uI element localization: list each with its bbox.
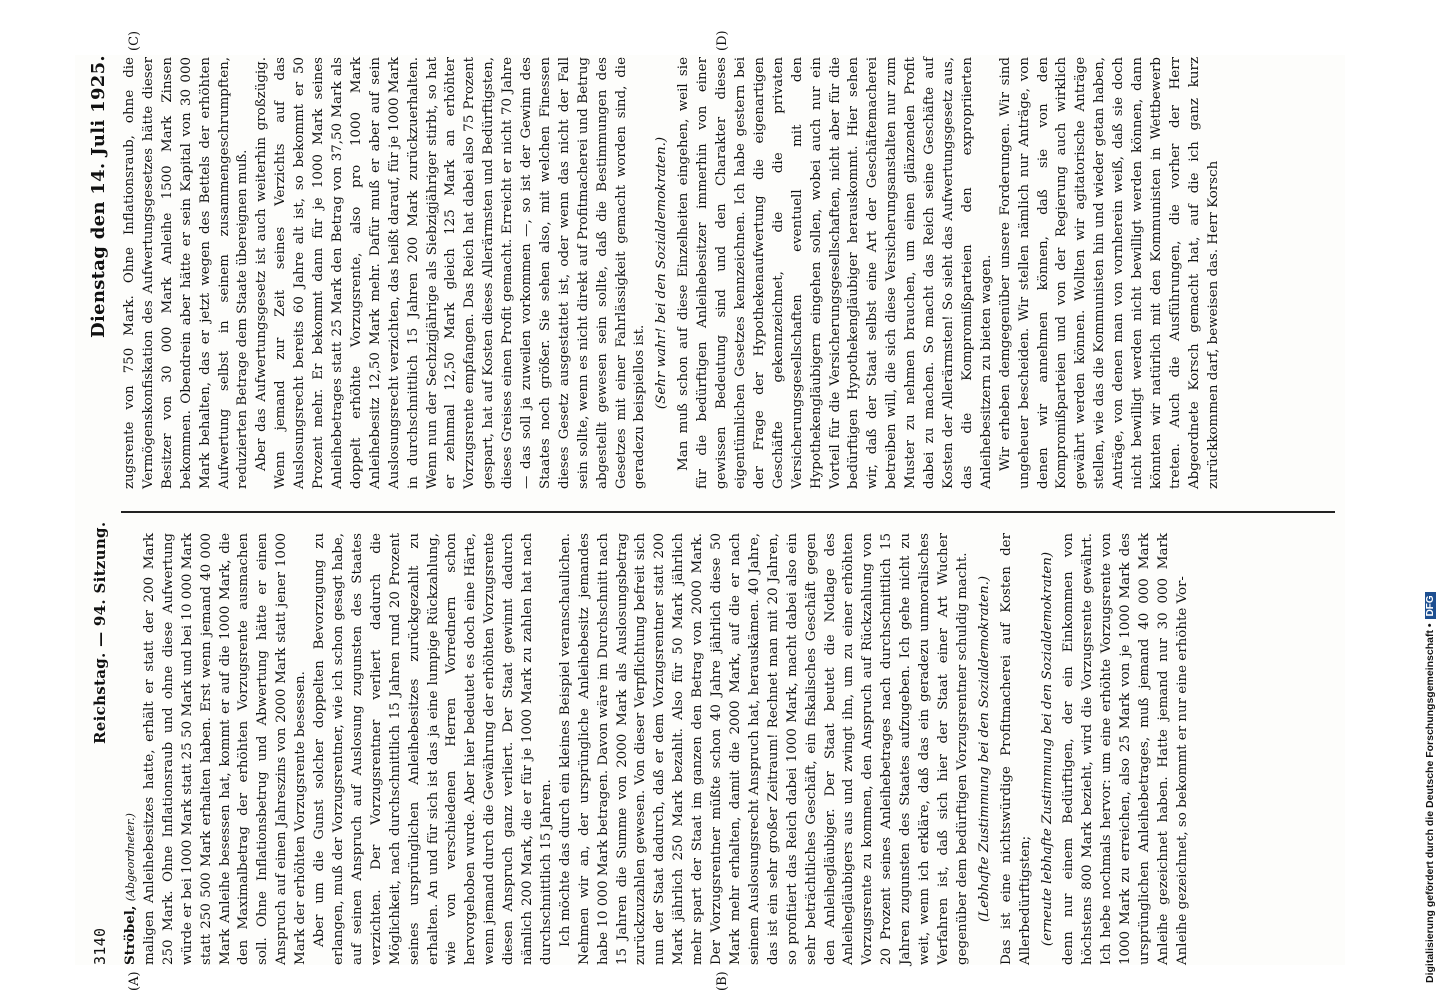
left-column — [121, 533, 1335, 965]
digitization-note — [1398, 8, 1436, 998]
speaker-line: Ströbel, (Abgeordneter.) — [122, 813, 138, 965]
speaker-name: Ströbel, — [122, 905, 138, 965]
paragraph: Man muß schon auf diese Einzelheiten eingehen, weil sie für die bedürftigen Anleihebesitzer immerhin von einer gewissen Bedeutung sind und den Charakter dieses eigentümlichen Gesetzes kennzeichnen. Ich habe gestern bei der Frage der Hypothekenaufwertung die eigenartigen Geschäfte gekennzeichnet, die die privaten Versicherungsgesellschaften eventuell mit den Hypothekengläubigern eingehen sollen, wobei auch nur ein Vorteil für die Versicherungsgesellschaften, nicht aber für die bedürftigen Hypothekengläubiger herauskommt. Hier sehen wir, daß der Staat selbst eine Art der Geschäftemacherei betreiben will, die sich diese Versicherungsanstalten nur zum Muster zu nehmen brauchen, um einen glänzenden Profit dabei zu machen. So macht das Reich seine Geschäfte auf Kosten der Allerärmsten! So sieht das Aufwertungsgesetz aus, das die Kompromißparteien den expropriierten Anleihebesitzern zu bieten wagen. — [676, 57, 994, 489]
paragraph: Ich möchte das durch ein kleines Beispiel veranschaulichen. Nehmen wir an, der ursprüngliche Anleihebesitz jemandes habe 10 000 Mark betragen. Davon wäre im Durchschnitt nach 15 Jahren die Summe von 2000 Mark als Auslosungsbetrag zurückzuzahlen gewesen. Von dieser Verpflichtung befreit sich nun der Staat dadurch, daß er dem Vorzugsrentner statt 200 Mark jährlich 250 Mark bezahlt. Also für 50 Mark jährlich mehr spart der Staat im ganzen den Betrag von 2000 Mark. Der Vorzugsrentner müßte schon 40 Jahre jährlich diese 50 Mark mehr erhalten, damit die 2000 Mark, auf die er nach seinem Auslosungsrecht Anspruch hat, herauskämen. 40 Jahre, das ist ein sehr großer Zeitraum! Rechnet man mit 20 Jahren, so profitiert das Reich dabei 1000 Mark, macht dabei also ein sehr beträchtliches Geschäft, ein fiskalisches Geschäft gegen den Anleihegläubiger. Der Staat beutet die Notlage des Anleihegläubigers aus und zwingt ihn, um zu einer erhöhten Vorzugsrente zu kommen, den Anspruch auf Rückzahlung von 20 Prozent seines Anleihebetrages nach durchschnittlich 15 Jahren zugunsten des Staates aufzugeben. Ich gehe nicht zu weit, wenn ich erkläre, daß das ein geradezu unmoralisches Verfahren ist, daß sich hier der Staat einer Art Wucher gegenüber dem bedürftigen Vorzugsrentner schuldig macht. — [557, 533, 970, 965]
funding-note: Digitalisierung gefördert durch die Deutsche Forschungsgemeinschaft • — [1424, 623, 1436, 983]
margin-marker-d: (D) — [715, 30, 730, 51]
speaker-role: Abgeordneter. — [124, 817, 137, 897]
column-divider — [121, 511, 1335, 513]
page-number: 3140 — [91, 927, 109, 965]
session-title: Reichstag. — 94. Sitzung. — [91, 521, 109, 744]
paragraph: Aber um die Gunst solcher doppelten Bevorzugung zu erlangen, muß der Vorzugsrentner, wie ich schon gesagt habe, auf seinen Anspruch auf Auslosung zugunsten des Staates verzichten. Der Vorzugsrentner verliert dadurch die Möglichkeit, nach durchschnittlich 15 Jahren rund 20 Prozent seines ursprünglichen Anleihebesitzes zurückgezahlt zu erhalten. An und für sich ist das ja eine lumpige Rückzahlung, wie von verschiedenen Herren Vorrednern schon hervorgehoben wurde. Aber hier bedeutet es doch eine Härte, wenn jemand durch die Gewährung der erhöhten Vorzugsrente diesen Anspruch ganz verliert. Der Staat gewinnt dadurch nämlich 200 Mark, die er für je 1000 Mark zu zahlen hat nach durchschnittlich 15 Jahren. — [312, 533, 554, 965]
page-header — [75, 55, 109, 965]
paragraph: denn nur einem Bedürftigen, der ein Einkommen von höchstens 800 Mark bezieht, wird die Vorzugsrente gewährt. Ich hebe nochmals hervor: um eine erhöhte Vorzugsrente von 1000 Mark zu erreichen, also 25 Mark von je 1000 Mark des ursprünglichen Anleihebetrages, muß jemand 40 000 Mark Anleihe gezeichnet haben. Hatte jemand nur 30 000 Mark Anleihe gezeichnet, so bekommt er nur eine erhöhte Vor- — [1061, 533, 1190, 965]
document-page — [75, 30, 1345, 991]
paragraph: zugsrente von 750 Mark. Ohne Inflationsraub, ohne die Vermögenskonfiskation des Aufwertungsgesetzes hätte dieser Besitzer von 30 000 Mark Anleihe 1500 Mark Zinsen bekommen. Obendrein aber hätte er sein Kapital von 30 000 Mark behalten, das er jetzt wegen des Bettels der erhöhten Aufwertung selbst in seinem zusammengeschrumpften, reduzierten Betrage dem Staate übereignen muß. — [122, 57, 251, 489]
margin-marker-b: (B) — [715, 971, 730, 991]
paragraph: Das ist eine nichtswürdige Profitmacherei auf Kosten der Allerbedürftigsten; — [998, 533, 1033, 965]
margin-marker-c: (C) — [127, 30, 142, 51]
interjection: (Sehr wahr! bei den Sozialdemokraten.) — [654, 136, 670, 410]
dfg-logo: DFG — [1425, 592, 1436, 619]
paragraph: Aber das Aufwertungsgesetz ist auch weiterhin großzügig. Wenn jemand zur Zeit seines Verzichts auf das Auslosungsrecht bereits 60 Jahre alt ist, so bekommt er 50 Prozent mehr. Er bekommt dann für je 1000 Mark seines Anleihebetrages statt 25 Mark den Betrag von 37,50 Mark als doppelt erhöhte Vorzugsrente, also pro 1000 Mark Anleihebesitz 12,50 Mark mehr. Dafür muß er aber auf sein Auslosungsrecht verzichten, das heißt darauf, für je 1000 Mark in durchschnittlich 15 Jahren 200 Mark zurückzuerhalten. Wenn nun der Sechzigjährige als Siebzigjähriger stirbt, so hat er zehnmal 12,50 Mark gleich 125 Mark an erhöhter Vorzugsrente empfangen. Das Reich hat dabei also 75 Prozent gespart, hat auf Kosten dieses Allerärmsten und Bedürftigsten, dieses Greises einen Profit gemacht. Erreicht er nicht 70 Jahre — das soll ja zuweilen vorkommen —, so ist der Gewinn des Staates noch größer. Sie sehen also, mit welchen Finessen dieses Gesetz ausgestattet ist, oder wenn das nicht der Fall sein sollte, wenn es nicht direkt auf Profitmacherei und Betrug abgestellt gewesen sein sollte, daß die Bestimmungen des Gesetzes mit einer Fahrlässigkeit gemacht worden sind, die geradezu beispiellos ist. — [254, 57, 648, 489]
interjection: (erneute lebhafte Zustimmung bei den Sozialdemokraten) — [1039, 551, 1055, 947]
margin-marker-a: (A) — [127, 971, 142, 991]
session-date: Dienstag den 14. Juli 1925. — [88, 55, 109, 338]
right-column — [121, 57, 1335, 489]
paragraph: maligen Anleihebesitzes hatte, erhält er statt der 200 Mark 250 Mark. Ohne Inflationsraub und ohne diese Aufwertung würde er bei 1000 Mark statt 25 50 Mark und bei 10 000 Mark statt 250 500 Mark erhalten haben. Erst wenn jemand 40 000 Mark Anleihe besessen hat, kommt er auf die 1000 Mark, die den Maximalbetrag der erhöhten Vorzugsrente ausmachen soll. Ohne Inflationsbetrug und Abwertung hätte er einen Anspruch auf einen Jahreszins von 2000 Mark statt jener 1000 Mark der erhöhten Vorzugsrente besessen. — [141, 533, 309, 965]
paragraph: Wir erheben demgegenüber unsere Forderungen. Wir sind ungeheuer bescheiden. Wir stellen nämlich nur Anträge, von denen wir annehmen können, daß sie von den Kompromißparteien und von der Regierung auch wirklich gewährt werden können. Wollten wir agitatorische Anträge stellen, wie das die Kommunisten hin und wieder getan haben, Anträge, von denen man von vornherein weiß, daß sie doch nicht bewilligt werden nicht bewilligt werden können, dann könnten wir natürlich mit den Kommunisten in Wettbewerb treten. Auch die Ausführungen, die vorher der Herr Abgeordnete Korsch gemacht hat, auf die ich ganz kurz zurückkommen darf, beweisen das. Herr Korsch — [997, 57, 1221, 489]
interjection: (Lebhafte Zustimmung bei den Sozialdemokraten.) — [976, 575, 992, 923]
